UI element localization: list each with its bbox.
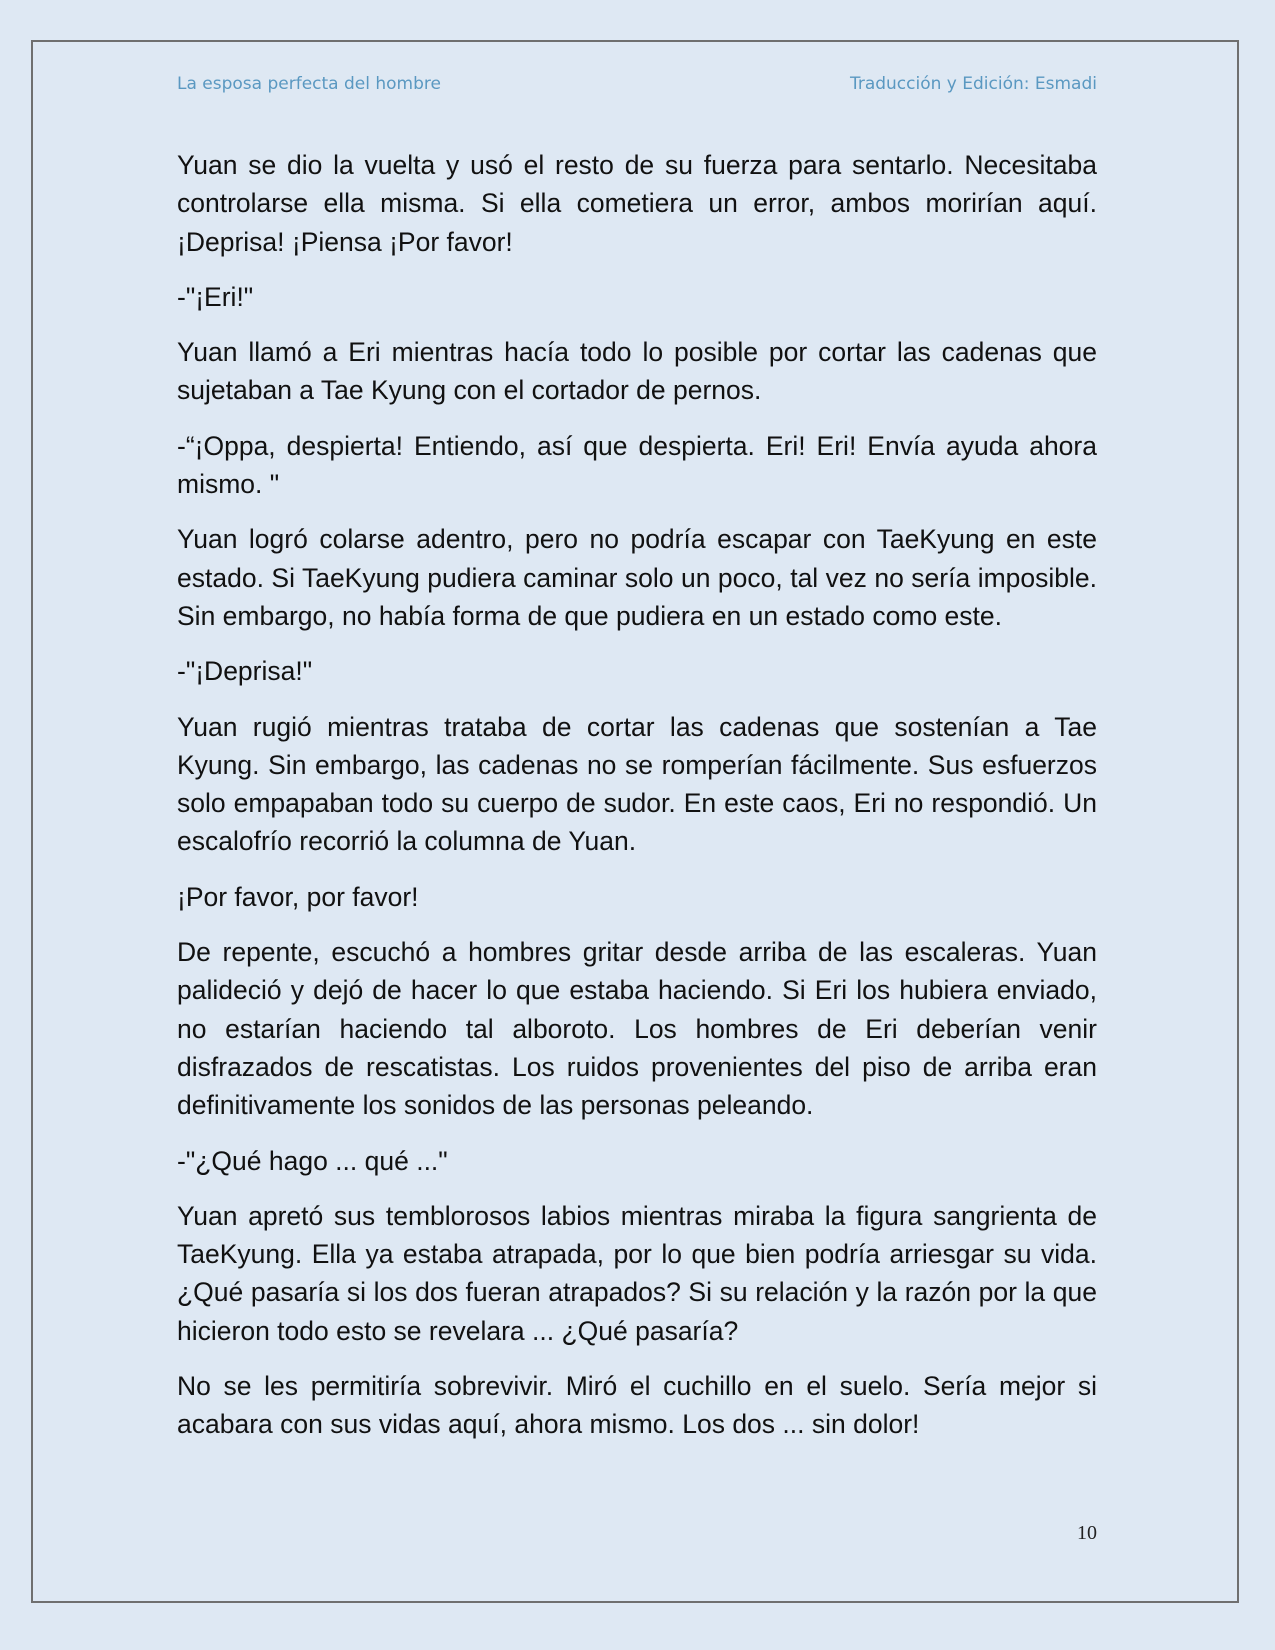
paragraph: -"¿Qué hago ... qué ..." (177, 1145, 448, 1176)
paragraph: -“¡Oppa, despierta! Entiendo, así que despierta. Eri! Eri! Envía ayuda ahora mismo. " (177, 430, 1097, 500)
paragraph: -"¡Eri!" (177, 281, 254, 312)
paragraph: De repente, escuchó a hombres gritar desde arriba de las escaleras. Yuan palideció y dejó de hacer lo que estaba haciendo. Si Eri los hubiera enviado, no estarían haciendo tal alboroto. Los hombres de Eri deberían venir disfrazados de rescatistas. Los ruidos provenientes del piso de arriba eran definitivamente los sonidos de las personas peleando. (177, 937, 1097, 1121)
body-text (177, 146, 1097, 1461)
paragraph: Yuan se dio la vuelta y usó el resto de su fuerza para sentarlo. Necesitaba controlarse ella misma. Si ella cometiera un error, ambos morirían aquí. ¡Deprisa! ¡Piensa ¡Por favor! (177, 150, 1097, 257)
header-book-title: La esposa perfecta del hombre (177, 74, 441, 94)
paragraph: -"¡Deprisa!" (177, 656, 313, 687)
paragraph: Yuan apretó sus temblorosos labios mientras miraba la figura sangrienta de TaeKyung. Ella ya estaba atrapada, por lo que bien podría arriesgar su vida. ¿Qué pasaría si los dos fueran atrapados? Si su relación y la razón por la que hicieron todo esto se revelara ... ¿Qué pasaría? (177, 1200, 1097, 1346)
header-translator-credit: Traducción y Edición: Esmadi (849, 74, 1097, 94)
paragraph: ¡Por favor, por favor! (177, 881, 419, 912)
paragraph: Yuan logró colarse adentro, pero no podría escapar con TaeKyung en este estado. Si TaeKyung pudiera caminar solo un poco, tal vez no sería imposible. Sin embargo, no había forma de que pudiera en un estado como este. (177, 524, 1097, 631)
paragraph: No se les permitiría sobrevivir. Miró el cuchillo en el suelo. Sería mejor si acabara con sus vidas aquí, ahora mismo. Los dos ... sin dolor! (177, 1371, 1097, 1440)
page-header (177, 74, 1097, 98)
paragraph: Yuan llamó a Eri mientras hacía todo lo posible por cortar las cadenas que sujetaban a Tae Kyung con el cortador de pernos. (177, 337, 1097, 406)
paragraph: Yuan rugió mientras trataba de cortar las cadenas que sostenían a Tae Kyung. Sin embargo, las cadenas no se romperían fácilmente. Sus esfuerzos solo empapaban todo su cuerpo de sudor. En este caos, Eri no respondió. Un escalofrío recorrió la columna de Yuan. (177, 711, 1097, 857)
page-number: 10 (1077, 1522, 1097, 1544)
